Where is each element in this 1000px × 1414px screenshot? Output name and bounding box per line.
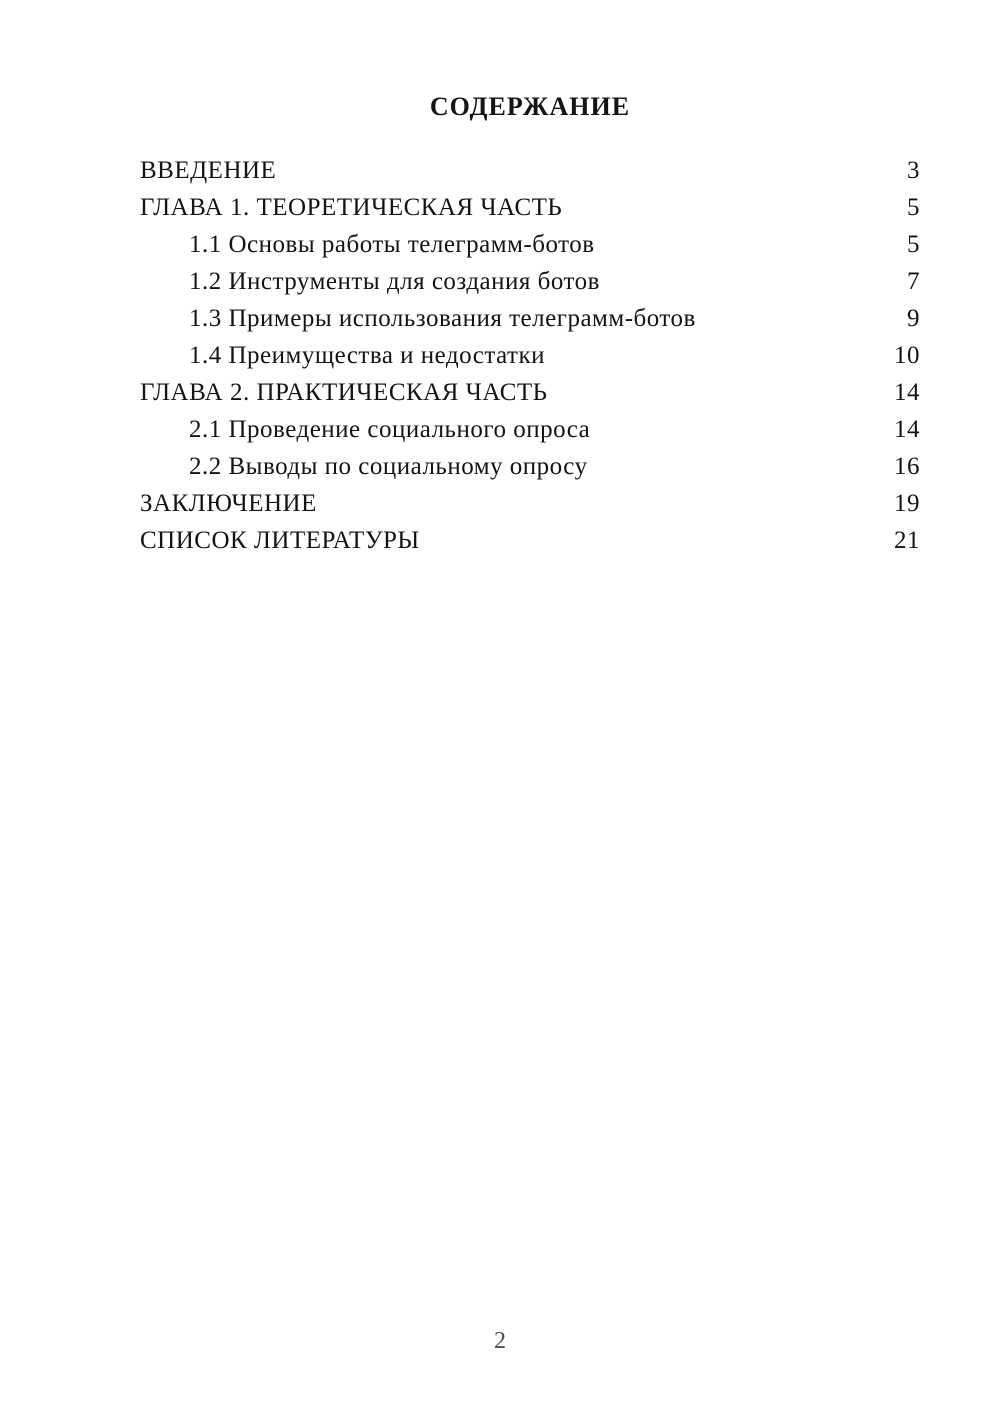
toc-row <box>140 189 920 226</box>
toc-entry-label: 1.4 Преимущества и недостатки <box>189 342 546 369</box>
toc-row <box>140 263 920 300</box>
toc-entry-label: 2.1 Проведение социального опроса <box>189 416 591 443</box>
toc-list <box>140 152 920 559</box>
toc-row <box>140 226 920 263</box>
toc-entry-label: СПИСОК ЛИТЕРАТУРЫ <box>140 527 420 554</box>
toc-entry-label: ГЛАВА 1. ТЕОРЕТИЧЕСКАЯ ЧАСТЬ <box>140 194 563 221</box>
toc-entry-label: 2.2 Выводы по социальному опросу <box>189 453 588 480</box>
toc-entry-page: 16 <box>894 453 920 480</box>
toc-entry-page: 7 <box>907 268 920 295</box>
toc-row <box>140 448 920 485</box>
toc-row <box>140 300 920 337</box>
toc-row <box>140 522 920 559</box>
toc-row <box>140 152 920 189</box>
toc-entry-page: 14 <box>894 379 920 406</box>
toc-entry-label: ВВЕДЕНИЕ <box>140 157 277 184</box>
toc-entry-page: 19 <box>894 490 920 517</box>
footer-page-number: 2 <box>494 1328 506 1354</box>
toc-entry-page: 21 <box>894 527 920 554</box>
page-title: СОДЕРЖАНИЕ <box>429 92 631 121</box>
toc-entry-label: 1.3 Примеры использования телеграмм-ботов <box>189 305 696 332</box>
toc-row <box>140 337 920 374</box>
toc-row <box>140 411 920 448</box>
toc-entry-page: 10 <box>894 342 920 369</box>
toc-entry-label: 1.1 Основы работы телеграмм-ботов <box>189 231 595 258</box>
toc-entry-page: 5 <box>907 194 920 221</box>
toc-entry-page: 14 <box>894 416 920 443</box>
toc-entry-page: 5 <box>907 231 920 258</box>
toc-entry-label: 1.2 Инструменты для создания ботов <box>189 268 600 295</box>
toc-entry-label: ГЛАВА 2. ПРАКТИЧЕСКАЯ ЧАСТЬ <box>140 379 548 406</box>
toc-row <box>140 485 920 522</box>
toc-entry-label: ЗАКЛЮЧЕНИЕ <box>140 490 317 517</box>
toc-row <box>140 374 920 411</box>
toc-entry-page: 9 <box>907 305 920 332</box>
toc-entry-page: 3 <box>907 157 920 184</box>
page-content <box>140 0 920 559</box>
